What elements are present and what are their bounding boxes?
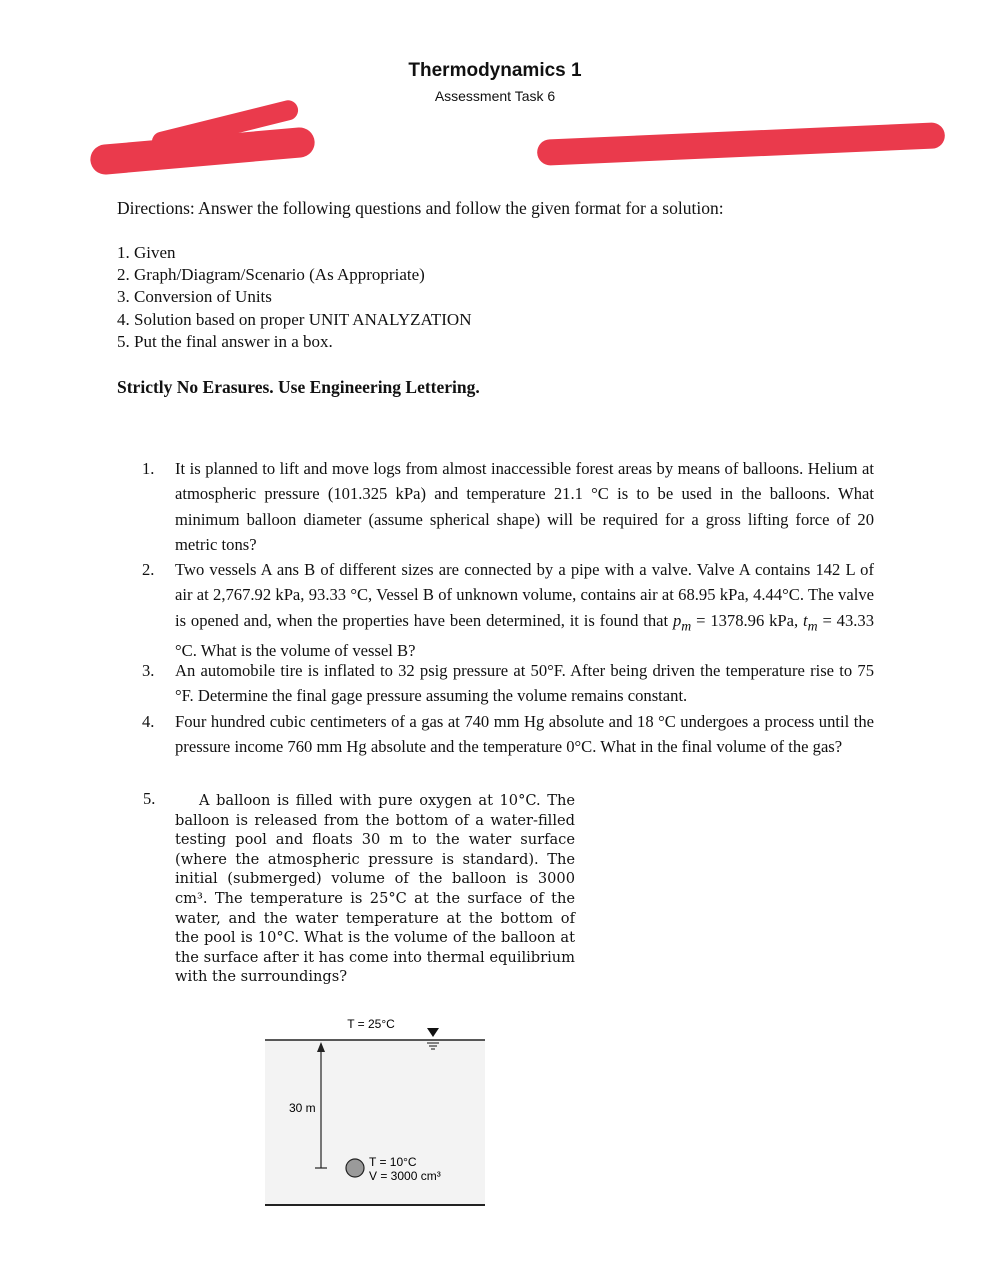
question-text: Four hundred cubic centimeters of a gas at 740 mm Hg absolute and 18 °C undergoes a process until the pressure income 760 mm Hg absolute and the temperature 0°C. What in the final volume of the gas? — [175, 712, 874, 757]
surface-temperature-label: T = 25°C — [347, 1017, 395, 1031]
balloon-icon — [346, 1159, 364, 1177]
bottom-temperature-label: T = 10°C — [369, 1155, 417, 1169]
question-number: 4. — [142, 712, 155, 731]
question-number: 3. — [142, 661, 155, 680]
redaction-mark-right — [537, 122, 946, 166]
question-5-number: 5. — [143, 789, 156, 808]
question-text — [175, 557, 874, 664]
question-1 — [142, 456, 874, 557]
format-step: 2. Graph/Diagram/Scenario (As Appropriate) — [117, 265, 425, 285]
question-2 — [142, 557, 874, 664]
balloon-volume-label: V = 3000 cm³ — [369, 1169, 441, 1183]
format-step: 3. Conversion of Units — [117, 287, 272, 307]
balloon-pool-diagram — [255, 1008, 495, 1218]
question-2-tail: = 43.33 °C. What is the volume of vessel B? — [175, 610, 875, 661]
question-number: 1. — [142, 459, 155, 478]
question-4 — [142, 709, 874, 760]
instruction-note: Strictly No Erasures. Use Engineering Lettering. — [117, 377, 480, 397]
format-step: 4. Solution based on proper UNIT ANALYZATION — [117, 309, 472, 329]
depth-label: 30 m — [289, 1101, 316, 1115]
question-3 — [142, 658, 874, 709]
directions — [117, 198, 724, 219]
question-text: It is planned to lift and move logs from almost inaccessible forest areas by means of balloons. Helium at atmospheric pressure (101.325 kPa) and temperature 21.1 °C is to be used in the balloons. What minimum balloon diameter (assume spherical shape) will be required for a gross lifting force of 20 metric tons? — [175, 459, 874, 554]
format-step: 5. Put the final answer in a box. — [117, 331, 333, 351]
math-pm: $p_m$ — [672, 610, 692, 633]
question-2-text: Two vessels A ans B of different sizes are connected by a pipe with a valve. Valve A contains 142 L of air at 2,767.92 kPa, 93.33 °C, Vessel B of unknown volume, contains air at 68.95 kPa, 4.44°C. The valve is opened and, when the properties have been determined, it is found that — [175, 560, 874, 630]
document-title: Thermodynamics 1 — [408, 60, 582, 81]
format-steps-list — [117, 242, 471, 353]
question-number: 2. — [142, 560, 155, 579]
directions-text: : Answer the following questions and follow the given format for a solution: — [189, 198, 724, 218]
question-text: An automobile tire is inflated to 32 psig pressure at 50°F. After being driven the temperature rise to 75 °F. Determine the final gage pressure assuming the volume remains constant. — [175, 661, 874, 706]
question-5-text: A balloon is filled with pure oxygen at 10°C. The balloon is released from the bottom of a water-filled testing pool and floats 30 m to the water surface (where the atmospheric pressure is standard). The initial (submerged) volume of the balloon is 3000 cm³. The temperature is 25°C at the surface of the water, and the water temperature at the bottom of the pool is 10°C. What is the volume of the balloon at the surface after it has come into thermal equilibrium with the surroundings? — [175, 792, 575, 986]
math-pm-value: = 1378.96 kPa, — [691, 610, 803, 630]
directions-label: Directions — [117, 198, 190, 218]
document-subtitle: Assessment Task 6 — [434, 88, 556, 104]
water-level-marker-icon — [427, 1028, 439, 1037]
math-tm: $t_m$ — [803, 610, 818, 633]
format-step: 1. Given — [117, 243, 176, 262]
